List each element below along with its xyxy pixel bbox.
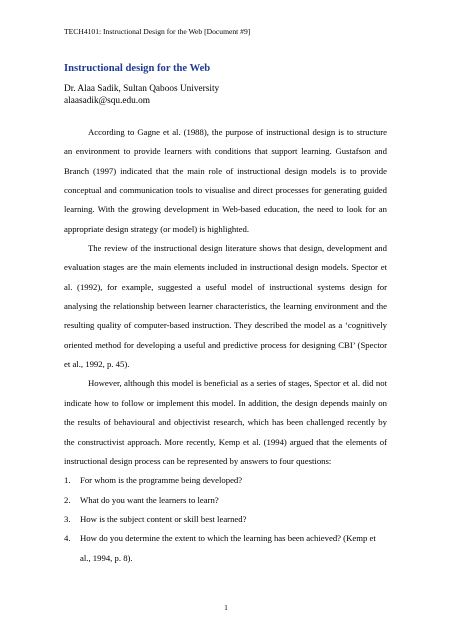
paragraph: The review of the instructional design literature shows that design, development and evaluation stages are the main elements included in instructional design models. Spector et al. (1992), for example, suggested a useful model of instructional systems design for analysing the relationship between learner characteristics, the learning environment and the resulting quality of computer-based instruction. They described the model as a ‘cognitively oriented method for developing a useful and predictive process for designing CBI’ (Spector et al., 1992, p. 45). <box>64 243 387 370</box>
running-header: TECH4101: Instructional Design for the Web [Document #9] <box>64 27 251 36</box>
paragraph: According to Gagne et al. (1988), the purpose of instructional design is to structure an environment to provide learners with conditions that support learning. Gustafson and Branch (1997) indicated that the main role of instructional design models is to provide conceptual and communication tools to visualise and direct processes for generating guided learning. With the growing development in Web-based education, the need to look for an appropriate design strategy (or model) is highlighted. <box>64 127 387 234</box>
document-title: Instructional design for the Web <box>64 63 211 74</box>
list-item-text: What do you want the learners to learn? <box>80 494 219 505</box>
list-item-number: 3. <box>64 513 71 524</box>
document-body <box>64 123 387 568</box>
list-item-number: 4. <box>64 533 71 544</box>
author-line: Dr. Alaa Sadik, Sultan Qaboos University <box>64 84 220 94</box>
list-item <box>64 471 387 490</box>
list-item-text: How do you determine the extent to which the learning has been achieved? (Kemp et al., 1994, p. 8). <box>80 533 376 563</box>
list-item <box>64 510 387 529</box>
question-list <box>64 471 387 568</box>
list-item <box>64 529 387 568</box>
list-item-text: How is the subject content or skill best learned? <box>80 513 247 524</box>
list-item-text: For whom is the programme being developed? <box>80 475 243 486</box>
list-item-number: 1. <box>64 475 71 486</box>
list-item <box>64 491 387 510</box>
list-item-number: 2. <box>64 494 71 505</box>
paragraph: However, although this model is beneficial as a series of stages, Spector et al. did not indicate how to follow or implement this model. In addition, the design depends mainly on the results of behavioural and objectivist research, which has been challenged recently by the constructivist approach. More recently, Kemp et al. (1994) argued that the elements of instructional design process can be represented by answers to four questions: <box>64 378 387 466</box>
page-number: 1 <box>224 603 228 612</box>
author-email: alaasadik@squ.edu.om <box>64 96 151 106</box>
